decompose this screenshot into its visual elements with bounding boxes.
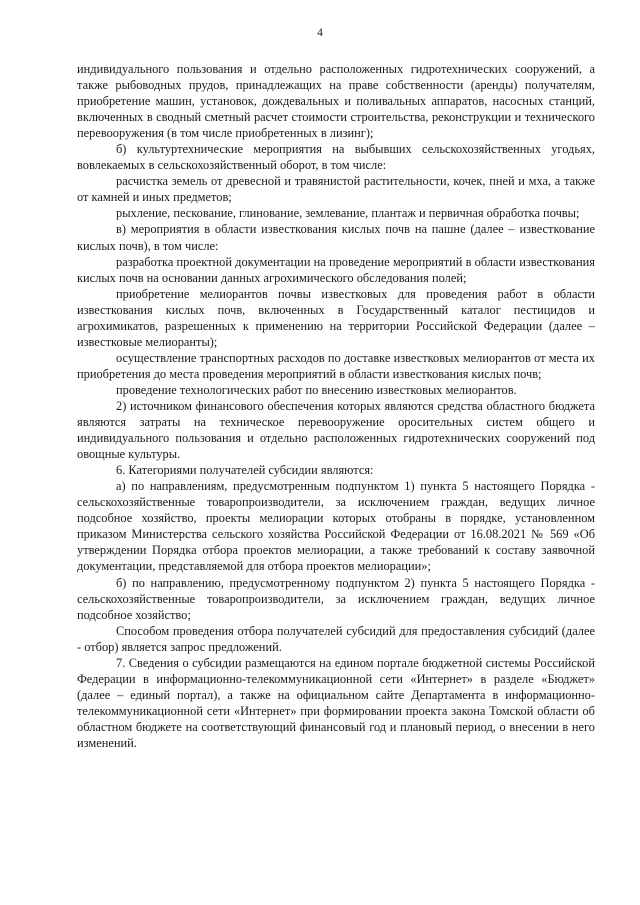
paragraph: Способом проведения отбора получателей субсидий для предоставления субсидий (далее - отбор) является запрос предложений. bbox=[77, 623, 595, 654]
paragraph: проведение технологических работ по внесению известковых мелиорантов. bbox=[116, 382, 517, 397]
paragraph: индивидуального пользования и отдельно расположенных гидротехнических сооружений, а также рыбоводных прудов, принадлежащих на праве собственности (аренды) получателям, приобретение машин, установок, дождевальных и поливальных аппаратов, насосных станций, включенных в сводный сметный расчет стоимости строительства, реконструкции и технического перевооружения (в том числе приобретенных в лизинг); bbox=[77, 62, 595, 141]
paragraph: осуществление транспортных расходов по доставке известковых мелиорантов от места их приобретения до места проведения мероприятий в области известкования кислых почв; bbox=[77, 350, 595, 381]
paragraph: в) мероприятия в области известкования кислых почв на пашне (далее – известкование кислых почв), в том числе: bbox=[77, 222, 595, 253]
page-number: 4 bbox=[317, 27, 323, 39]
paragraph: 7. Сведения о субсидии размещаются на едином портале бюджетной системы Российской Федерации в информационно-телекоммуникационной сети «Интернет» в разделе «Бюджет» (далее – единый портал), а также на официальном сайте Департамента в информационно-телекоммуникационной сети «Интернет» при формировании проекта закона Томской области об областном бюджете на соответствующий финансовый год и плановый период, о внесении в него изменений. bbox=[77, 655, 595, 750]
paragraph: приобретение мелиорантов почвы известковых для проведения работ в области известкования кислых почв, включенных в Государственный каталог пестицидов и агрохимикатов, разрешенных к применению на территории Российской Федерации (далее – известковые мелиоранты); bbox=[77, 286, 595, 349]
paragraph: б) культуртехнические мероприятия на выбывших сельскохозяйственных угодьях, вовлекаемых в сельскохозяйственный оборот, в том числе: bbox=[77, 142, 595, 173]
paragraph: а) по направлениям, предусмотренным подпунктом 1) пункта 5 настоящего Порядка - сельскохозяйственные товаропроизводители, за исключением граждан, ведущих личное подсобное хозяйство, проекты мелиорации которых отобраны в порядке, установленном приказом Министерства сельского хозяйства Российской Федерации от 16.08.2021 № 569 «Об утверждении Порядка отбора проектов мелиорации, а также требований к составу заявочной документации, представляемой для отбора проектов мелиорации»; bbox=[77, 479, 595, 574]
paragraph: 6. Категориями получателей субсидии являются: bbox=[116, 463, 374, 478]
paragraph: разработка проектной документации на проведение мероприятий в области известкования кислых почв на основании данных агрохимического обследования полей; bbox=[77, 254, 595, 285]
paragraph: расчистка земель от древесной и травянистой растительности, кочек, пней и мха, а также от камней и иных предметов; bbox=[77, 174, 595, 205]
paragraph: б) по направлению, предусмотренному подпунктом 2) пункта 5 настоящего Порядка - сельскохозяйственные товаропроизводители, за исключением граждан, ведущих личное подсобное хозяйство; bbox=[77, 575, 595, 622]
document-body bbox=[77, 61, 595, 751]
paragraph: рыхление, пескование, глинование, землевание, плантаж и первичная обработка почвы; bbox=[116, 206, 580, 221]
paragraph: 2) источником финансового обеспечения которых являются средства областного бюджета являются затраты на техническое перевооружение оросительных систем общего и индивидуального пользования и отдельно расположенных гидротехнических сооружений под овощные культуры. bbox=[77, 398, 595, 462]
